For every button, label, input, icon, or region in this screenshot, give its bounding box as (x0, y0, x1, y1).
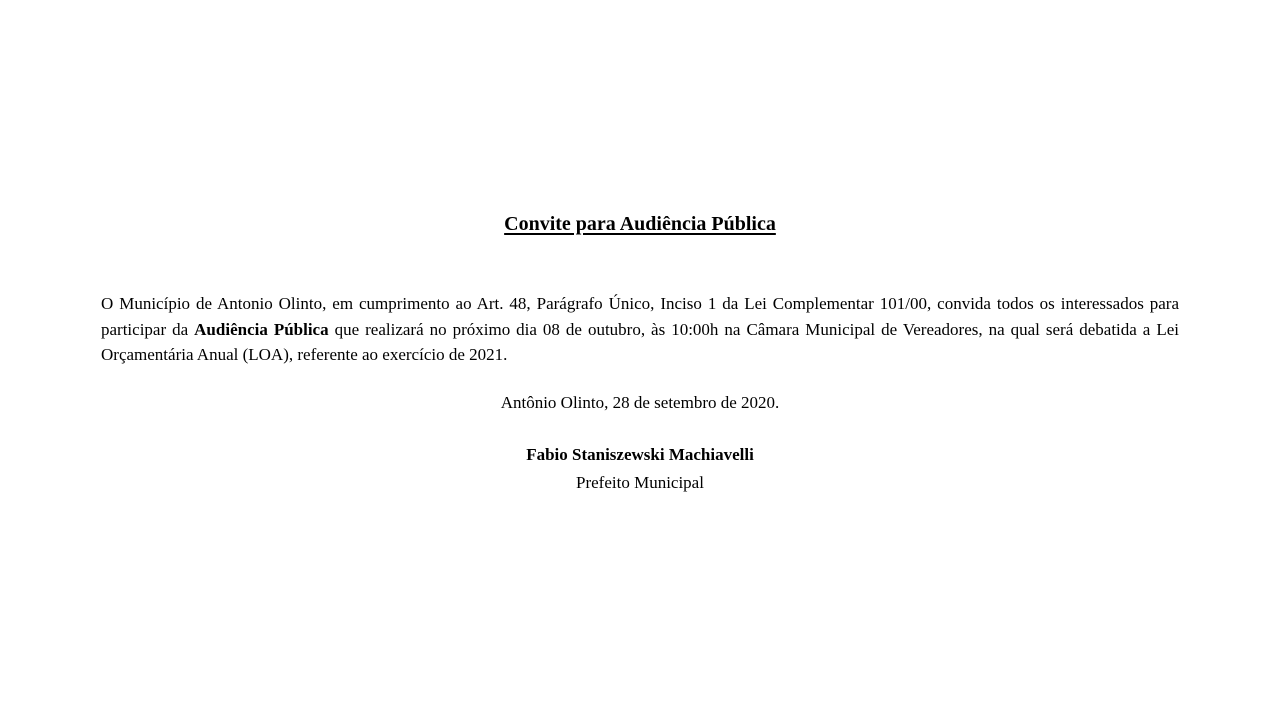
paragraph-text-before-bold: O Município de Antonio Olinto, em cumprimento ao Art. 48, Parágrafo Único, Inciso 1 da Lei Complementar 101/00, convida todos os interessados para participar da (101, 294, 1179, 339)
signatory-role: Prefeito Municipal (576, 473, 704, 492)
paragraph-text-after-bold: que realizará no próximo dia 08 de outubro, às 10:00h na Câmara Municipal de Vereadores, na qual será debatida a Lei Orçamentária Anual (LOA), referente ao exercício de 2021. (101, 319, 1179, 364)
invitation-paragraph (101, 291, 1179, 368)
page-title-text: Convite para Audiência Pública (504, 213, 776, 235)
date-line: Antônio Olinto, 28 de setembro de 2020. (500, 392, 780, 412)
page-title (101, 211, 1179, 237)
signature-block (101, 441, 1179, 497)
signatory-name: Fabio Staniszewski Machiavelli (526, 445, 754, 464)
paragraph-bold-phrase: Audiência Pública (194, 319, 329, 339)
